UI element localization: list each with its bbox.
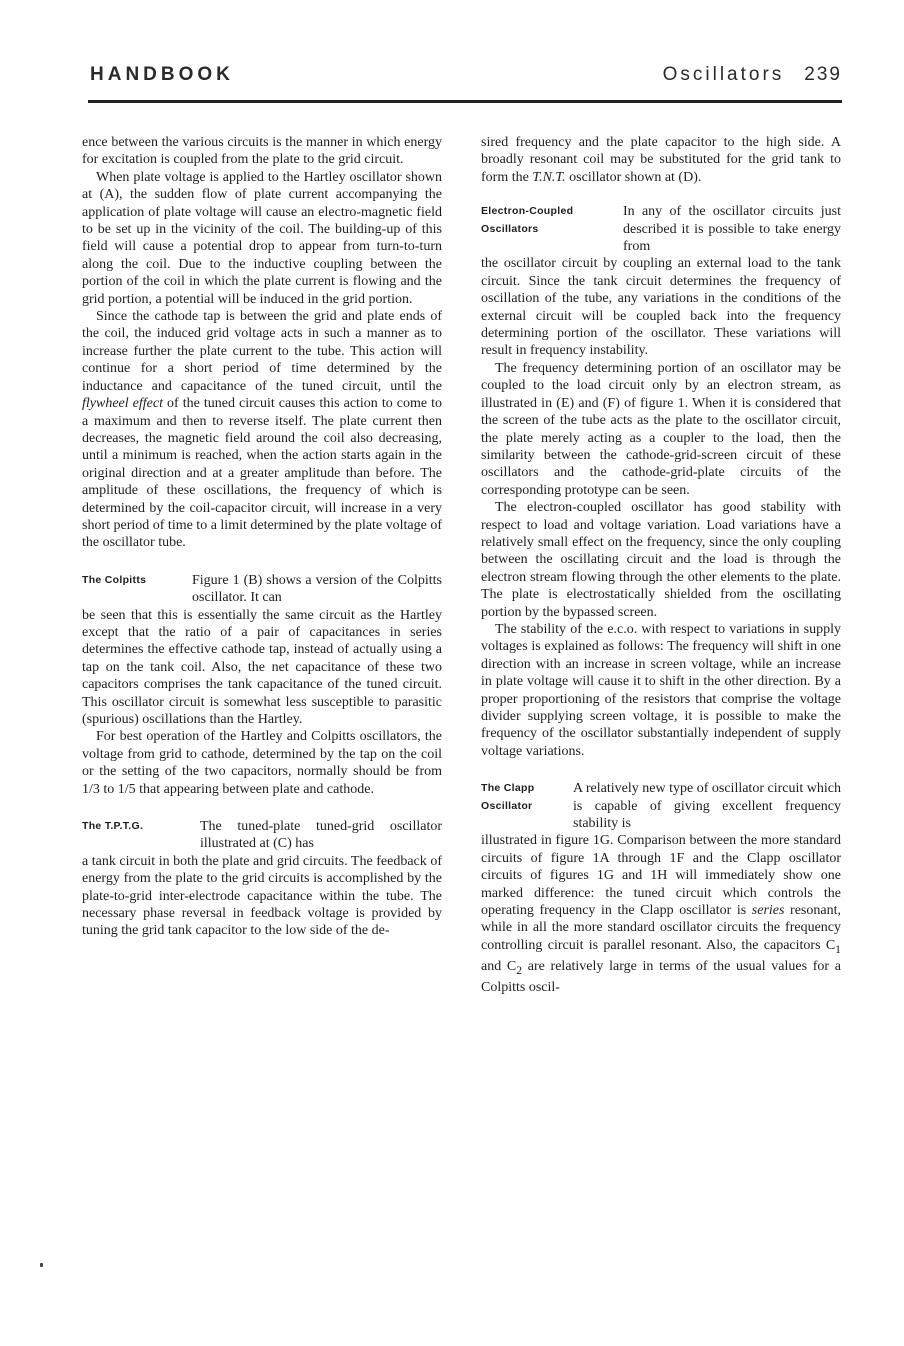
text-run: of the tuned circuit causes this action to come to a maximum and then to reverse itself. The plate current then decreases, the magnetic field around the coil also decreasing, until a minimum is reached, when the action starts again in the original direction and at a greater amplitude than before. The amplitude of these oscillations, the frequency of which is determined by the coil-capacitor circuit, will increase in a very short period of time to a limit determined by the plate voltage of the oscillator tube.	[82, 396, 443, 551]
paragraph: The electron-coupled oscillator has good stability with respect to load and voltage variation. Load variations have a relatively small effect on the frequency, since the only coupling between the oscillating circuit and the load is through the electron stream flowing through the other elements to the plate. The plate is electrostatically shielded from the oscillating portion by the bypassed screen.	[481, 500, 841, 620]
section-lead: Figure 1 (B) shows a version of the Colpitts oscillator. It can	[192, 572, 442, 606]
header-title: HANDBOOK	[90, 64, 234, 85]
paragraph: ence between the various circuits is the manner in which energy for excitation is coupled from the plate to the grid circuit.	[82, 135, 442, 168]
tptg-section	[82, 818, 442, 940]
header-chapter: Oscillators	[662, 64, 785, 85]
section-heading-line: The Clapp	[481, 782, 535, 795]
emphasis: flywheel effect	[82, 396, 163, 412]
paragraph: a tank circuit in both the plate and grid circuits. The feedback of energy from the plate to the grid circuits is accomplished by the plate-to-grid inter-electrode capacitance within the tube. The necessary phase reversal in feedback voltage is provided by tuning the grid tank capacitor to the low side of the de-	[82, 853, 442, 939]
text-run: Since the cathode tap is between the grid and plate ends of the coil, the induced grid voltage acts in such a manner as to increase further the plate current to the tube. This action will continue for a short period of time determined by the inductance and capacitance of the tuned circuit, until the	[82, 309, 442, 394]
text-run: illustrated in figure 1G. Comparison between the more standard circuits of figure 1A through 1F and the Clapp oscillator circuits of figures 1G and 1H will immediately show one marked difference: the tuned circuit which controls the operating frequency in the Clapp oscillator is	[481, 833, 841, 919]
section-lead: In any of the oscillator circuits just described it is possible to take energy from	[623, 204, 841, 255]
emphasis: series	[751, 903, 785, 919]
paragraph: The frequency determining portion of an oscillator may be coupled to the load circuit only by an electron stream, as illustrated in (E) and (F) of figure 1. When it is considered that the screen of the tube acts as the plate to the oscillator circuit, the plate merely acting as a coupler to the load, then the similarity between the cathode-grid-screen circuit of these oscillators and the cathode-grid-plate circuits of the corresponding prototype can be seen.	[481, 360, 841, 498]
section-lead: The tuned-plate tuned-grid oscillator illustrated at (C) has	[200, 819, 442, 852]
section-heading: The Colpitts	[82, 573, 147, 586]
page-number: 239	[804, 64, 842, 85]
text-run: sired frequency and the plate capacitor to the high side. A broadly resonant coil may be substituted for the grid tank to form the	[481, 135, 841, 185]
left-column	[82, 134, 442, 940]
paragraph: When plate voltage is applied to the Hartley oscillator shown at (A), the sudden flow of plate current accompanying the application of plate voltage will cause an electro-magnetic field to be set up in the vicinity of the coil. The building-up of this field will cause a potential drop to appear from turn-to-turn along the coil. Due to the inductive coupling between the portion of the coil in which the plate current is flowing and the grid portion, a potential will be induced in the grid portion.	[82, 169, 442, 307]
emphasis: T.N.T.	[532, 169, 566, 185]
text-run: oscillator shown at (D).	[565, 169, 702, 185]
section-heading	[481, 780, 573, 832]
text-run: are relatively large in terms of the usual values for a Colpitts oscil-	[481, 959, 841, 996]
header-rule	[88, 100, 842, 103]
header-section	[663, 64, 842, 86]
paragraph: be seen that this is essentially the same circuit as the Hartley except that the ratio of a pair of capacitances in series determines the effective cathode tap, instead of actually using a tap on the tank coil. Also, the net capacitance of these two capacitors comprises the tank capacitance of the tuned circuit. This oscillator circuit is somewhat less susceptible to parasitic (spurious) oscillations than the Hartley.	[82, 607, 442, 727]
section-lead: A relatively new type of oscillator circuit which is capable of giving excellent frequency stability is	[573, 781, 841, 832]
paragraph: For best operation of the Hartley and Colpitts oscillators, the voltage from grid to cathode, determined by the tap on the coil or the setting of the two capacitors, normally should be from 1/3 to 1/5 that appearing between plate and cathode.	[82, 729, 442, 797]
text-run: resonant, while in all the more standard oscillator circuits the frequency controlling circuit is parallel resonant. Also, the capacitors C	[481, 903, 841, 953]
clapp-section	[481, 780, 841, 996]
paragraph	[481, 832, 841, 996]
section-heading-line: Oscillator	[481, 799, 533, 812]
section-heading: The T.P.T.G.	[82, 820, 144, 833]
paragraph: The stability of the e.c.o. with respect to variations in supply voltages is explained as follows: The frequency will shift in one direction with an increase in screen voltage, while an increase in plate voltage will cause it to shift in the other direction. By a proper proportioning of the resistors that comprise the voltage divider supplying screen voltage, it is possible to make the frequency of the oscillator substantially independent of supply voltage variations.	[481, 621, 841, 759]
paragraph	[82, 308, 442, 552]
paragraph	[481, 134, 841, 186]
subscript: 1	[835, 942, 841, 956]
colpitts-section	[82, 572, 442, 729]
eco-section	[481, 203, 841, 360]
running-header	[90, 64, 842, 94]
section-heading-line: Oscillators	[481, 222, 539, 235]
section-heading-line: Electron-Coupled	[481, 205, 574, 218]
margin-mark	[40, 1263, 43, 1267]
text-run: and C	[481, 959, 517, 975]
subscript: 2	[516, 963, 523, 977]
paragraph: the oscillator circuit by coupling an external load to the tank circuit. Since the tank circuit determines the frequency of oscillation of the tube, any variations in the conditions of the external circuit will be coupled back into the frequency determining portion of the oscillator. These variations will result in frequency instability.	[481, 256, 841, 359]
right-column	[481, 134, 841, 997]
section-heading	[481, 203, 593, 255]
